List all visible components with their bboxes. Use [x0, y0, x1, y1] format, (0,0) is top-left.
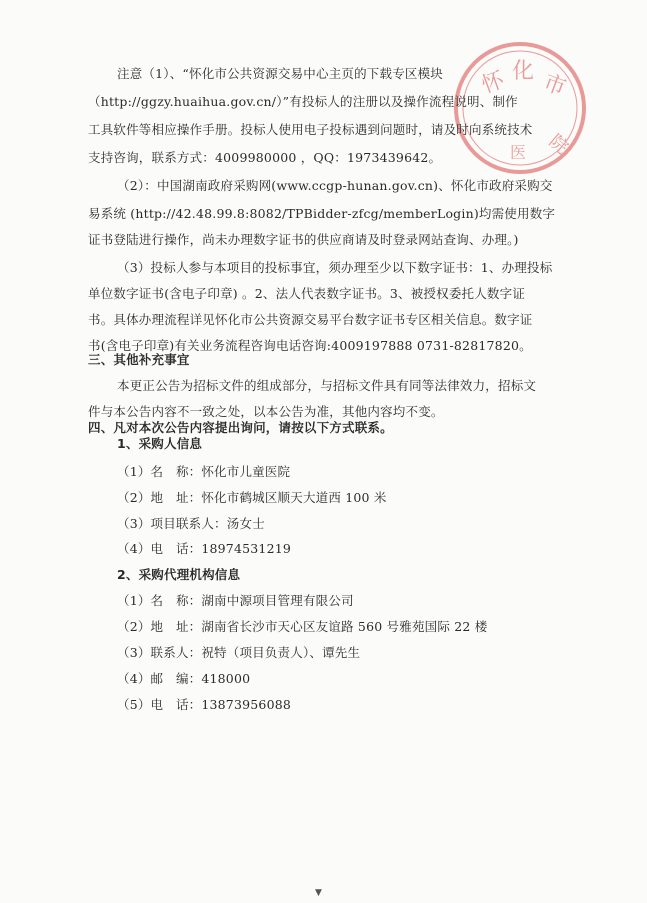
- note3-line4: 书(含电子印章)有关业务流程咨询电话咨询:4009197888 0731-82817820。: [88, 338, 532, 353]
- svg-text:院: 院: [544, 130, 573, 159]
- section4-heading: 四、凡对本次公告内容提出询问，请按以下方式联系。: [88, 420, 393, 435]
- purchaser-contact: （3）项目联系人：汤女士: [117, 516, 265, 531]
- svg-text:医: 医: [510, 143, 527, 162]
- svg-text:怀: 怀: [478, 67, 508, 99]
- agency-address: （2）地 址：湖南省长沙市天心区友谊路 560 号雅苑国际 22 楼: [117, 619, 488, 634]
- note2-line1: （2）：中国湖南政府采购网(www.ccgp-hunan.gov.cn)、怀化市政府采购交: [117, 178, 553, 193]
- note3-line3: 书。具体办理流程详见怀化市公共资源交易平台数字证书专区相关信息。数字证: [88, 312, 533, 327]
- purchaser-phone: （4）电 话：18974531219: [117, 541, 292, 556]
- section3-paragraph-line1: 本更正公告为招标文件的组成部分，与招标文件具有同等法律效力，招标文: [117, 378, 537, 393]
- note3-line1: （3）投标人参与本项目的投标事宜，须办理至少以下数字证书：1、办理投标: [117, 260, 553, 275]
- agency-heading: 2、采购代理机构信息: [117, 567, 241, 582]
- note1-line2: （http://ggzy.huaihua.gov.cn/）”有投标人的注册以及操作流程说明、制作: [88, 94, 518, 109]
- note3-line2: 单位数字证书(含电子印章) 。2、法人代表数字证书。3、被授权委托人数字证: [88, 286, 526, 301]
- note2-line3: 证书登陆进行操作，尚未办理数字证书的供应商请及时登录网站查询、办理。): [88, 232, 519, 247]
- page-bottom-marker: ▼: [315, 888, 322, 898]
- svg-text:化: 化: [512, 59, 535, 84]
- note1-line3: 工具软件等相应操作手册。投标人使用电子投标遇到问题时，请及时向系统技术: [88, 122, 533, 137]
- agency-name: （1）名 称：湖南中源项目管理有限公司: [117, 593, 354, 608]
- agency-postcode: （4）邮 编：418000: [117, 671, 251, 686]
- section3-heading: 三、其他补充事宜: [88, 352, 190, 367]
- note2-line2: 易系统 (http://42.48.99.8:8082/TPBidder-zfcg/memberLogin)均需使用数字: [88, 206, 556, 221]
- note1-line1: 注意（1）、“怀化市公共资源交易中心主页的下载专区模块: [117, 66, 443, 81]
- purchaser-name: （1）名 称：怀化市儿童医院: [117, 464, 291, 479]
- note1-line4: 支持咨询，联系方式：4009980000 ，QQ：1973439642。: [88, 150, 442, 165]
- agency-phone: （5）电 话：13873956088: [117, 697, 292, 712]
- purchaser-address: （2）地 址：怀化市鹤城区顺天大道西 100 米: [117, 490, 387, 505]
- purchaser-heading: 1、采购人信息: [117, 436, 203, 451]
- section3-paragraph-line2: 件与本公告内容不一致之处，以本公告为准，其他内容均不变。: [88, 404, 444, 419]
- agency-contact: （3）联系人：祝特（项目负责人）、谭先生: [117, 645, 361, 660]
- svg-text:市: 市: [539, 70, 570, 102]
